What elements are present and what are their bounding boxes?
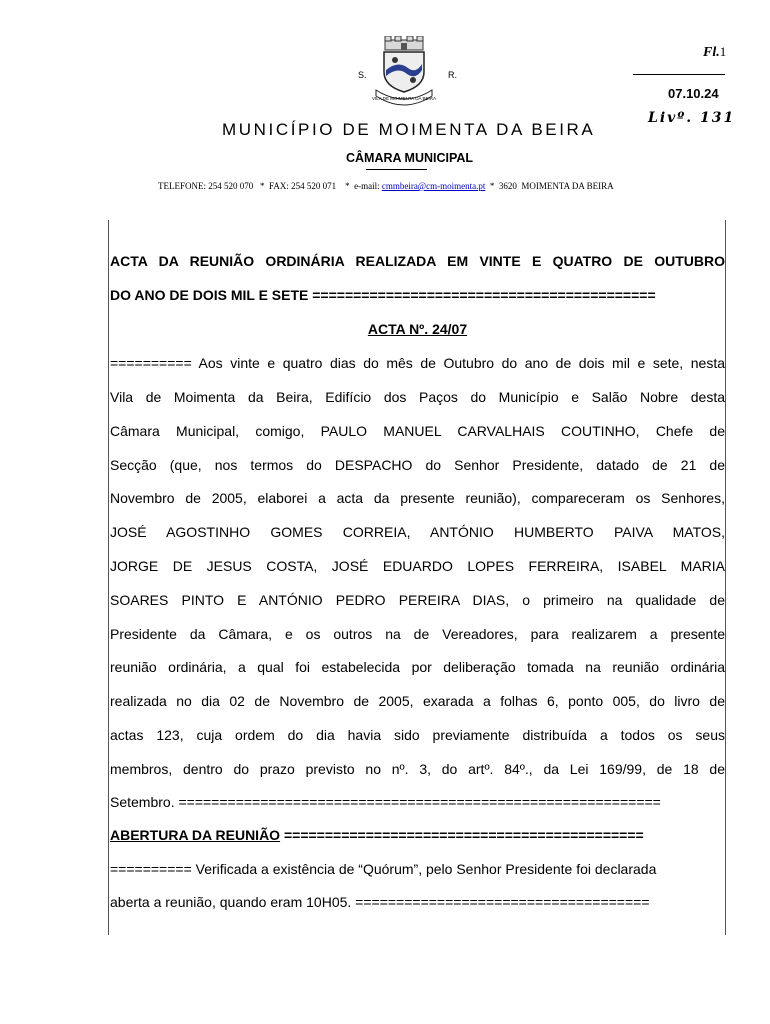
- municipality-name: MUNICÍPIO DE MOIMENTA DA BEIRA: [222, 120, 596, 139]
- document-date: 07.10.24: [668, 86, 719, 101]
- acta-number: [110, 321, 725, 337]
- section-heading: [110, 827, 725, 843]
- municipal-coat-of-arms: [372, 36, 436, 108]
- motto-text: VILA DE MOIMENTA DA BEIRA: [372, 96, 436, 101]
- folio-value: 1: [719, 44, 727, 59]
- opening-line: aberta a reunião, quando eram 10H05. ====================================: [110, 894, 650, 910]
- folio-rule: [633, 74, 725, 75]
- mural-crown: [385, 36, 423, 50]
- right-margin-line: [725, 220, 726, 935]
- paragraph-line: Secção (que, nos termos do DESPACHO do Senhor Presidente, datado de 21 de: [110, 457, 725, 473]
- paragraph-line: Setembro. ===========================================================: [110, 794, 661, 810]
- folio-label: Fl.: [703, 45, 720, 60]
- paragraph-line: ========== Aos vinte e quatro dias do mês de Outubro do ano de dois mil e sete, nesta: [110, 355, 725, 371]
- section-heading-text: ABERTURA DA REUNIÃO: [110, 827, 281, 843]
- paragraph-line: membros, dentro do prazo previsto no nº. 3, do artº. 84º., da Lei 169/99, de 18 de: [110, 761, 725, 777]
- acta-number-text: ACTA Nº. 24/07: [367, 321, 468, 337]
- contact-address: * 3620 MOIMENTA DA BEIRA: [485, 181, 614, 191]
- paragraph-line: realizada no dia 02 de Novembro de 2005, exarada a folhas 6, ponto 005, do livro de: [110, 693, 725, 709]
- left-margin-line: [108, 220, 109, 935]
- paragraph-line: Vila de Moimenta da Beira, Edifício dos Paços do Município e Salão Nobre desta: [110, 389, 725, 405]
- opening-line: ========== Verificada a existência de “Quórum”, pelo Senhor Presidente foi declarada: [110, 861, 657, 877]
- paragraph-line: actas 123, cuja ordem do dia havia sido previamente distribuída a todos os seus: [110, 727, 725, 743]
- minutes-title-line-1: ACTA DA REUNIÃO ORDINÁRIA REALIZADA EM VINTE E QUATRO DE OUTUBRO: [110, 253, 725, 269]
- crest-letter-left: S.: [358, 70, 367, 80]
- book-number: Livº. 131: [648, 110, 736, 126]
- contact-line: [158, 181, 614, 191]
- paragraph-line: Presidente da Câmara, e os outros na de Vereadores, para realizarem a presente: [110, 626, 725, 642]
- folio-number: [703, 44, 726, 61]
- shield-charge: [392, 57, 398, 63]
- shield-charge: [410, 77, 416, 83]
- section-heading-fill: ============================================: [280, 827, 644, 843]
- council-name: CÂMARA MUNICIPAL: [346, 151, 474, 165]
- email-link[interactable]: cmmbeira@cm-moimenta.pt: [381, 181, 486, 191]
- council-rule: [366, 169, 427, 170]
- paragraph-line: JORGE DE JESUS COSTA, JOSÉ EDUARDO LOPES FERREIRA, ISABEL MARIA: [110, 558, 725, 574]
- paragraph-line: reunião ordinária, a qual foi estabelecida por deliberação tomada na reunião ordinária: [110, 659, 725, 675]
- contact-phone-fax: TELEFONE: 254 520 070 * FAX: 254 520 071 * e-mail:: [158, 181, 382, 191]
- minutes-title-line-2: DO ANO DE DOIS MIL E SETE ==========================================: [110, 287, 656, 303]
- crest-letter-right: R.: [448, 70, 457, 80]
- paragraph-line: SOARES PINTO E ANTÓNIO PEDRO PEREIRA DIAS, o primeiro na qualidade de: [110, 592, 725, 608]
- paragraph-line: Novembro de 2005, elaborei a acta da presente reunião), compareceram os Senhores,: [110, 490, 725, 506]
- paragraph-line: Câmara Municipal, comigo, PAULO MANUEL CARVALHAIS COUTINHO, Chefe de: [110, 423, 725, 439]
- paragraph-line: JOSÉ AGOSTINHO GOMES CORREIA, ANTÓNIO HUMBERTO PAIVA MATOS,: [110, 524, 725, 540]
